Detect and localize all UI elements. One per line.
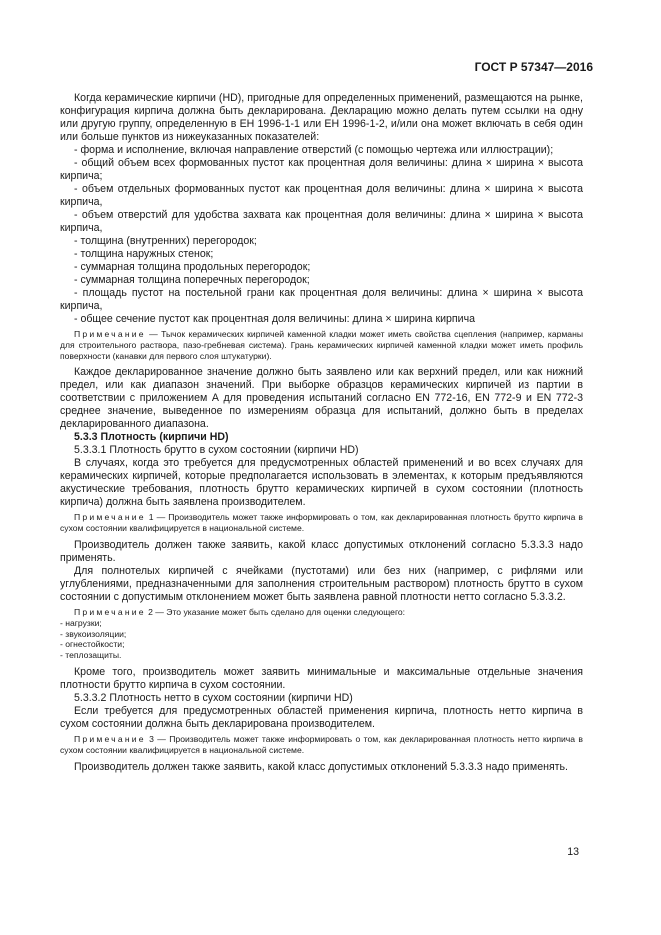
note-list-item: - огнестойкости;: [60, 639, 125, 650]
subsection-heading: 5.3.3.1 Плотность брутто в сухом состоянии (кирпичи HD): [74, 444, 359, 457]
page-number: 13: [567, 846, 579, 858]
note: [60, 329, 583, 361]
note-text: 3 — Производитель может также информировать о том, как декларированная плотность нетто кирпича в сухом состоянии квалифицируется в национальной системе.: [60, 733, 583, 755]
list-item: - объем отверстий для удобства захвата как процентная доля величины: длина × ширина × высота кирпича,: [60, 209, 583, 234]
paragraph: Если требуется для предусмотренных областей применения кирпича, плотность нетто кирпича в сухом состоянии должна быть декларирована производителем.: [60, 704, 583, 730]
document-body: [60, 92, 583, 774]
note-list-item: - нагрузки;: [60, 617, 102, 628]
note-text: — Тычок керамических кирпичей каменной кладки может иметь свойства сцепления (например, карманы для строительного раствора, пазо-гребневая система). Грань керамических кирпичей каменной кладки может иметь профиль поверхности (канавки для первого слоя штукатурки).: [60, 329, 583, 361]
note: [60, 512, 583, 534]
paragraph: В случаях, когда это требуется для предусмотренных областей применений и во всех случаях для керамических кирпичей, которые предполагается использовать в элементах, к которым предъявляются акустические требования, плотность брутто керамических кирпичей в сухом состоянии (плотность кирпича) должна быть заявлена производителем.: [60, 457, 583, 509]
note-label: Примечание: [74, 733, 146, 744]
list-item: - общий объем всех формованных пустот как процентная доля величины: длина × ширина × высота кирпича;: [60, 157, 583, 182]
note-list-item: - теплозащиты.: [60, 650, 122, 661]
paragraph: Производитель должен также заявить, какой класс допустимых отклонений согласно 5.3.3.3 надо применять.: [60, 538, 583, 564]
list-item: - площадь пустот на постельной грани как процентная доля величины: длина × ширина × высота кирпича,: [60, 287, 583, 312]
paragraph: Производитель должен также заявить, какой класс допустимых отклонений 5.3.3.3 надо применять.: [74, 760, 568, 773]
note-label: Примечание: [74, 606, 146, 617]
section-heading: 5.3.3 Плотность (кирпичи HD): [74, 431, 229, 444]
document-header: ГОСТ Р 57347—2016: [474, 60, 593, 74]
note-text: 1 — Производитель может также информировать о том, как декларированная плотность брутто кирпича в сухом состоянии квалифицируется в национальной системе.: [60, 512, 583, 534]
subsection-heading: 5.3.3.2 Плотность нетто в сухом состоянии (кирпичи HD): [74, 691, 353, 704]
list-item: - толщина (внутренних) перегородок;: [74, 235, 257, 247]
list-item: - суммарная толщина поперечных перегородок;: [74, 274, 310, 286]
list-item: - объем отдельных формованных пустот как процентная доля величины: длина × ширина × высота кирпича,: [60, 183, 583, 208]
list-item: - общее сечение пустот как процентная доля величины: длина × ширина кирпича: [74, 313, 475, 325]
paragraph: Кроме того, производитель может заявить минимальные и максимальные отдельные значения плотности брутто кирпича в сухом состоянии.: [60, 665, 583, 691]
paragraph: Для полнотелых кирпичей с ячейками (пустотами) или без них (например, с рифлями или углублениями, предназначенными для заполнения строительным раствором) плотность брутто в сухом состоянии с допустимым отклонением может быть заявлена равной плотности нетто согласно 5.3.3.2.: [60, 564, 583, 603]
note: [60, 607, 583, 618]
note-label: Примечание: [74, 329, 146, 339]
note-list-item: - звукоизоляции;: [60, 628, 127, 639]
paragraph: Каждое декларированное значение должно быть заявлено или как верхний предел, или как нижний предел, или как диапазон значений. При выборке образцов керамических кирпичей из партии в соответствии с приложением А для проведения испытаний согласно EN 772-16, EN 772-9 и EN 772-3 среднее значение, выведенное по измерениям образца для испытаний, должно быть в пределах декларированного диапазона.: [60, 366, 583, 431]
note: [60, 734, 583, 756]
list-item: - форма и исполнение, включая направление отверстий (с помощью чертежа или иллюстрации);: [74, 144, 554, 156]
note-label: Примечание: [74, 512, 146, 523]
paragraph: Когда керамические кирпичи (HD), пригодные для определенных применений, размещаются на рынке, конфигурация кирпича должна быть декларирована. Декларацию можно делать путем ссылки на одну или другую группу, определенную в ЕН 1996-1-1 или ЕН 1996-1-2, и/или она может включать в себя один или больше пунктов из нижеуказанных показателей:: [60, 92, 583, 143]
note-text: 2 — Это указание может быть сделано для оценки следующего:: [145, 606, 406, 617]
list-item: - суммарная толщина продольных перегородок;: [74, 261, 311, 273]
list-item: - толщина наружных стенок;: [74, 248, 214, 260]
